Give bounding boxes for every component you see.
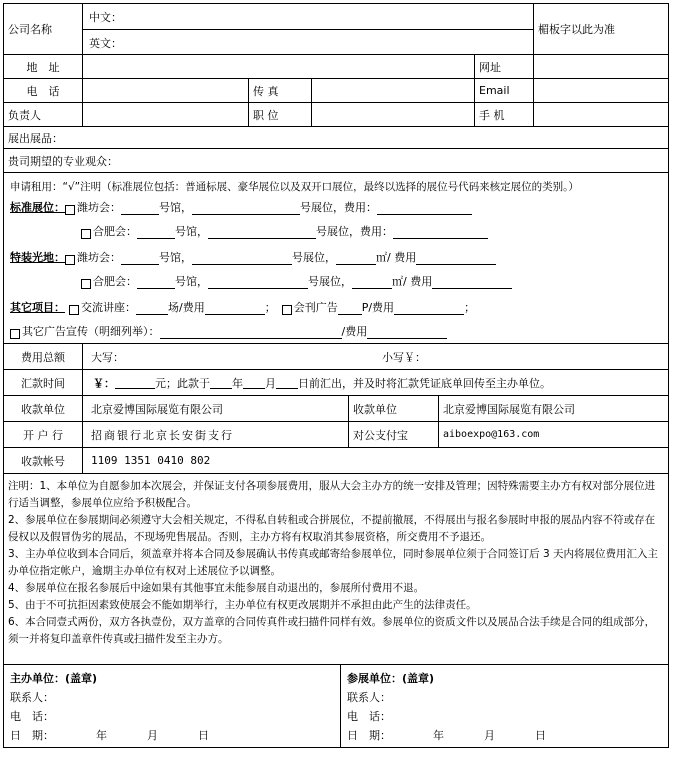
organizer-seal-label: 主办单位：(盖章) (10, 672, 98, 685)
month-label: 月 (147, 729, 158, 742)
booth-no-label: 号展位， (300, 201, 344, 214)
page-fee-label: P/费用 (361, 301, 395, 314)
mobile-field[interactable] (533, 103, 668, 126)
fee-label: 费用： (344, 201, 377, 214)
total-row (4, 344, 668, 370)
date-label: 日 期： (347, 729, 391, 742)
year-label: 年 (433, 729, 444, 742)
address-label: 地 址 (26, 60, 60, 74)
exhibitor-signature (340, 665, 668, 747)
standard-weifang-line (10, 199, 664, 215)
special-hefei-booth-input[interactable] (208, 277, 308, 289)
day-label: 日 (198, 729, 209, 742)
seminar-checkbox[interactable] (69, 305, 79, 315)
booth-no-label: 号展位， (292, 251, 336, 264)
date-label: 日 期： (10, 729, 54, 742)
slash-fee-label: /费用 (341, 325, 368, 338)
total-lower-field[interactable] (372, 344, 668, 369)
exhibitor-seal-label: 参展单位：(盖章) (347, 672, 435, 685)
exhibition-contract-form (3, 3, 669, 748)
month-label: 月 (484, 729, 495, 742)
yen-label: ￥： (93, 376, 115, 390)
special-weifang-hall-input[interactable] (121, 253, 159, 265)
special-weifang-area-input[interactable] (336, 253, 376, 265)
payee-value: 北京爱博国际展览有限公司 (82, 396, 348, 421)
address-field[interactable] (82, 55, 474, 78)
year-label: 年 (96, 729, 107, 742)
other-ad-details-input[interactable] (160, 327, 342, 339)
payee-row (4, 396, 668, 422)
website-label: 网址 (474, 55, 533, 78)
year-label: 年 (232, 376, 243, 390)
special-hefei-fee-input[interactable] (432, 277, 512, 289)
standard-weifang-fee-input[interactable] (377, 203, 472, 215)
other-ad-fee-input[interactable] (367, 327, 447, 339)
note-2: 2、参展单位在参展期间必须遵守大会相关规定，不得私自转租或合拼展位，不提前撤展，不得展出与报名参展时申报的展品内容不符或存在侵权以及假冒伪劣的展品，不现场兜售展品。否则，主办方将有权取消其参展资格，所交费用不予退还。 (8, 514, 656, 543)
other-items-label: 其它项目： (10, 301, 65, 314)
standard-hefei-line (10, 223, 664, 239)
fax-field[interactable] (311, 79, 474, 102)
organizer-date-line (10, 726, 334, 745)
hall-label: 号馆， (159, 251, 192, 264)
phone-field[interactable] (82, 79, 248, 102)
payee-label: 收款单位 (21, 402, 65, 416)
sqm-fee-label: ㎡/ 费用 (392, 275, 433, 288)
session-fee-label: 场/费用 (168, 301, 205, 314)
remit-day-input[interactable] (276, 377, 298, 389)
booth-no-label: 号展位， (316, 225, 360, 238)
remit-time-field (82, 370, 668, 395)
day-label: 日 (535, 729, 546, 742)
company-name-fields (82, 4, 533, 54)
person-row (4, 103, 668, 127)
hall-label: 号馆， (159, 201, 192, 214)
exhibits-row[interactable] (4, 127, 668, 149)
phone-label: 电 话 (26, 84, 60, 98)
other-ad-label: 其它广告宣传（明细列举）： (22, 325, 160, 338)
person-field[interactable] (82, 103, 248, 126)
remit-time-row (4, 370, 668, 396)
website-field[interactable] (533, 55, 668, 78)
company-cn-label: 中文： (89, 10, 122, 24)
semicolon: ； (464, 301, 476, 314)
payee-label-2: 收款单位 (348, 396, 438, 421)
audience-label: 贵司期望的专业观众： (8, 154, 118, 168)
remit-amount-input[interactable] (115, 377, 155, 389)
note-3: 3、主办单位收到本合同后，须盖章并将本合同及参展确认书传真或邮寄给参展单位，同时参展单位须于合同签订后 3 天内将展位费用汇入主办单位指定帐户，逾期主办单位有权对上述展位予以调整。 (8, 548, 659, 577)
standard-booth-label: 标准展位： (10, 201, 65, 214)
total-label: 费用总额 (21, 350, 65, 364)
bank-value: 招商银行北京长安街支行 (82, 422, 348, 447)
organizer-phone-label: 电 话： (10, 710, 54, 723)
fee-label: 费用： (360, 225, 393, 238)
special-weifang-checkbox[interactable] (65, 255, 75, 265)
fax-label: 传 真 (248, 79, 311, 102)
sqm-fee-label: ㎡/ 费用 (376, 251, 417, 264)
payee-value-2: 北京爱博国际展览有限公司 (438, 396, 668, 421)
semicolon: ； (264, 301, 276, 314)
phone-row (4, 79, 668, 103)
person-label: 负责人 (8, 108, 41, 122)
exhibitor-date-line (347, 726, 662, 745)
special-hefei-hall-input[interactable] (137, 277, 175, 289)
special-hefei-line (10, 273, 664, 289)
note-1: 注明：1、本单位为自愿参加本次展会，并保证支付各项参展费用，服从大会主办方的统一安排及管理；因特殊需要主办方有权对部分展位进行适当调整，参展单位应给予积极配合。 (8, 480, 656, 509)
special-weifang-line (10, 249, 664, 265)
exhibitor-contact-label: 联系人： (347, 691, 391, 704)
standard-weifang-checkbox[interactable] (65, 205, 75, 215)
special-space-label: 特装光地： (10, 251, 65, 264)
special-hefei-checkbox[interactable] (81, 279, 91, 289)
standard-hefei-hall-input[interactable] (137, 227, 175, 239)
company-name-row (4, 4, 668, 55)
account-row (4, 448, 668, 474)
company-en-field[interactable] (83, 29, 533, 54)
email-field[interactable] (533, 79, 668, 102)
hall-label: 号馆， (175, 225, 208, 238)
special-hefei-area-input[interactable] (352, 277, 392, 289)
exhibitor-phone-label: 电 话： (347, 710, 391, 723)
lower-label: 小写￥： (382, 350, 426, 364)
note-5: 5、由于不可抗拒因素致使展会不能如期举行，主办单位有权更改展期并不承担由此产生的法律责任。 (8, 599, 477, 611)
remit-text-2: 日前汇出，并及时将汇款凭证底单回传至主办单位。 (298, 376, 551, 390)
upper-label: 大写： (91, 350, 124, 364)
weifang-label: 潍坊会： (77, 251, 121, 264)
standard-weifang-booth-input[interactable] (192, 203, 300, 215)
organizer-signature (4, 665, 340, 747)
organizer-contact-label: 联系人： (10, 691, 54, 704)
journal-ad-fee-input[interactable] (394, 303, 464, 315)
signature-row (4, 665, 668, 747)
hefei-label: 合肥会： (93, 225, 137, 238)
company-en-label: 英文： (89, 36, 122, 50)
remit-text-1: 元；此款于 (155, 376, 210, 390)
audience-row[interactable] (4, 149, 668, 173)
seminar-count-input[interactable] (136, 303, 168, 315)
exhibits-label: 展出展品： (8, 131, 63, 145)
standard-weifang-hall-input[interactable] (121, 203, 159, 215)
alipay-label: 对公支付宝 (348, 422, 438, 447)
bank-label: 开 户 行 (23, 428, 63, 442)
address-row (4, 55, 668, 79)
seminar-fee-input[interactable] (205, 303, 265, 315)
other-ad-checkbox[interactable] (10, 329, 20, 339)
fascia-note: 楣板字以此为准 (533, 4, 668, 54)
weifang-label: 潍坊会： (77, 201, 121, 214)
remit-year-input[interactable] (210, 377, 232, 389)
mobile-label: 手 机 (474, 103, 533, 126)
journal-ad-checkbox[interactable] (282, 305, 292, 315)
remit-time-label: 汇款时间 (21, 376, 65, 390)
company-cn-field[interactable] (83, 4, 533, 29)
terms-notes (4, 474, 668, 665)
other-items-line (10, 299, 664, 315)
standard-hefei-booth-input[interactable] (208, 227, 316, 239)
note-4: 4、参展单位在报名参展后中途如果有其他事宜未能参展自动退出的，参展所付费用不退。 (8, 582, 425, 594)
alipay-value: aiboexpo@163.com (438, 422, 668, 447)
standard-hefei-checkbox[interactable] (81, 229, 91, 239)
account-value: 1109 1351 0410 802 (82, 448, 668, 473)
total-upper-field[interactable] (82, 344, 372, 369)
booth-no-label: 号展位， (308, 275, 352, 288)
position-field[interactable] (311, 103, 474, 126)
hefei-label: 合肥会： (93, 275, 137, 288)
special-weifang-booth-input[interactable] (192, 253, 292, 265)
standard-hefei-fee-input[interactable] (393, 227, 488, 239)
other-ad-line (10, 323, 664, 339)
month-label: 月 (265, 376, 276, 390)
bank-row (4, 422, 668, 448)
remit-month-input[interactable] (243, 377, 265, 389)
journal-ad-pages-input[interactable] (338, 303, 362, 315)
booth-instructions: 申请租用：“√”注明（标准展位包括：普通标展、豪华展位以及双开口展位，最终以选择的展位号代码来核定展位的类别。） (10, 181, 579, 193)
booth-application-block (4, 173, 668, 344)
seminar-label: 交流讲座： (81, 301, 136, 314)
journal-ad-label: 会刊广告 (293, 301, 338, 314)
note-6: 6、本合同壹式两份，双方各执壹份，双方盖章的合同传真件或扫描件同样有效。参展单位的资质文件以及展品合法手续是合同的组成部分，须一并将复印盖章件传真或扫描件发至主办方。 (8, 616, 656, 645)
hall-label: 号馆， (175, 275, 208, 288)
email-label: Email (474, 79, 533, 102)
account-label: 收款帐号 (21, 454, 65, 468)
company-name-label: 公司名称 (8, 23, 52, 36)
special-weifang-fee-input[interactable] (416, 253, 496, 265)
position-label: 职 位 (248, 103, 311, 126)
